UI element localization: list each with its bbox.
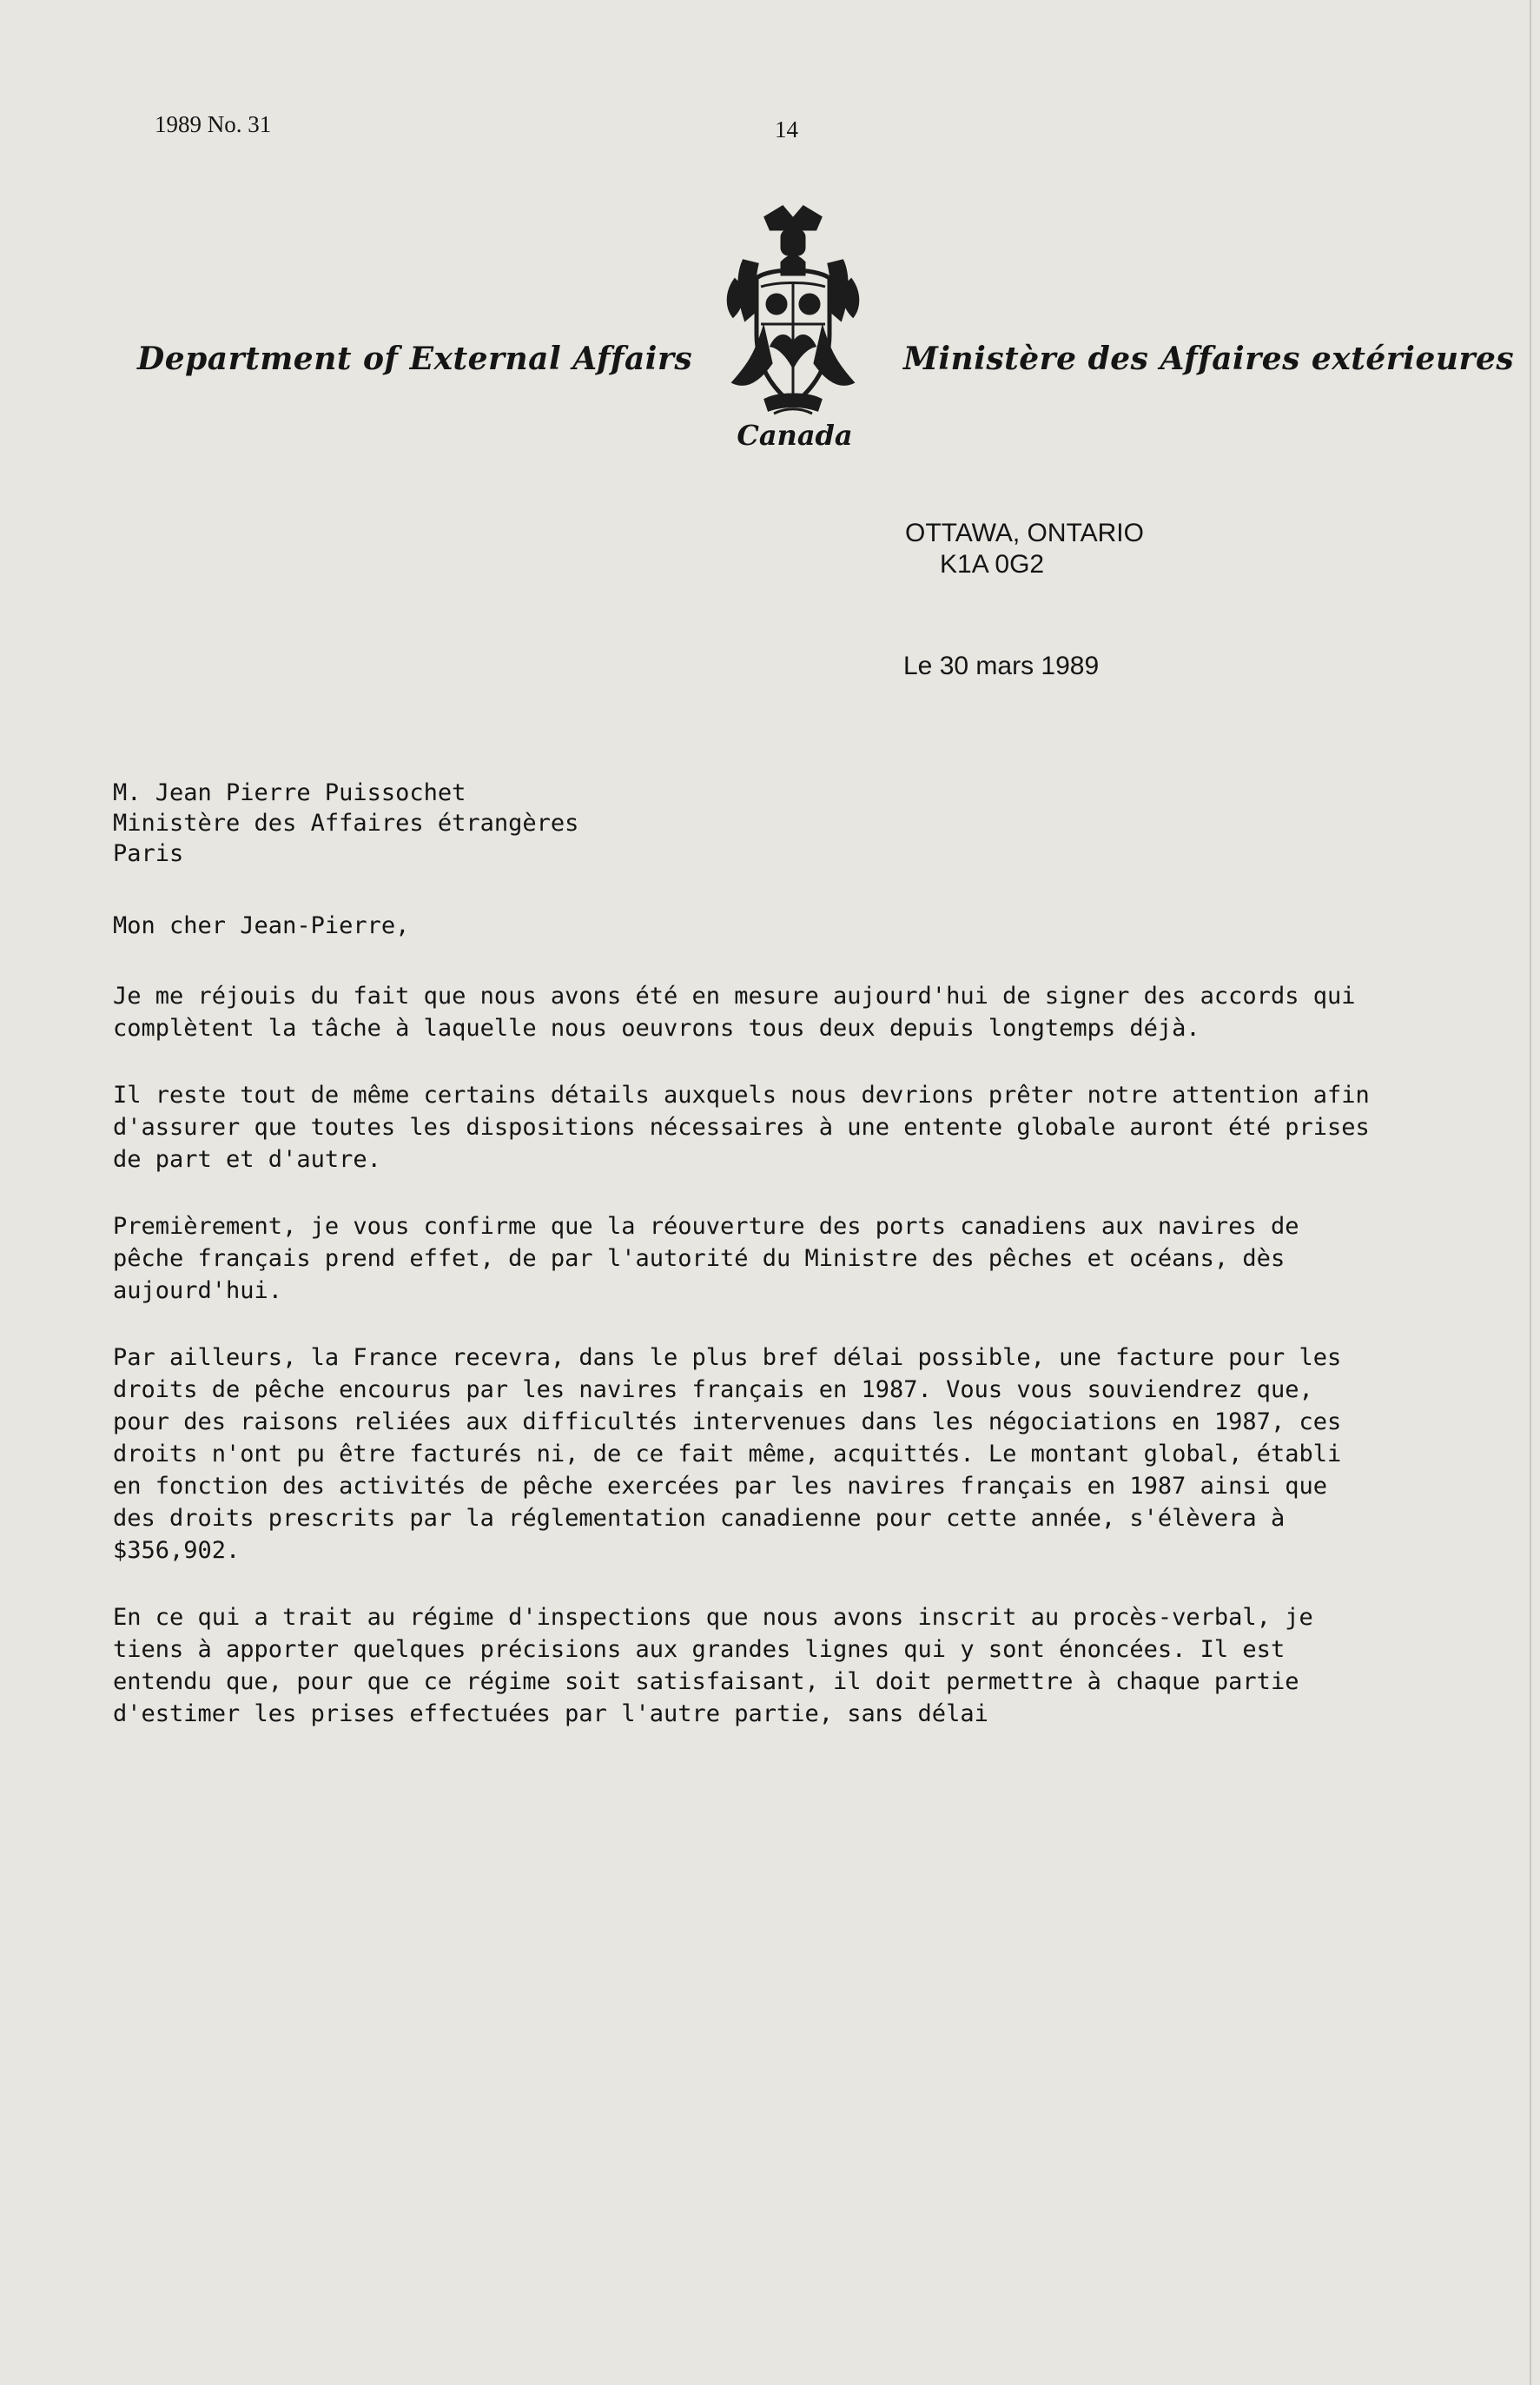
- department-french-name: Ministère des Affaires extérieures: [903, 341, 1515, 377]
- canada-wordmark: Canada: [737, 419, 853, 452]
- recipient-block: [113, 778, 578, 869]
- department-english-name: Department of External Affairs: [137, 341, 693, 377]
- letter-date: Le 30 mars 1989: [903, 652, 1100, 680]
- recipient-name: M. Jean Pierre Puissochet: [113, 779, 466, 806]
- address-city-line: OTTAWA, ONTARIO: [905, 519, 1144, 547]
- paragraph-5: En ce qui a trait au régime d'inspections que nous avons inscrit au procès-verbal, je tiens à apporter quelques précisions aux grandes lignes qui y sont énoncées. Il est entendu que, pour que ce régime soit satisfaisant, il doit permettre à chaque partie d'estimer les prises effectuées par l'autre partie, sans délai: [113, 1604, 1313, 1727]
- letterhead: [0, 191, 1540, 487]
- recipient-ministry: Ministère des Affaires étrangères: [113, 810, 579, 837]
- paragraph-4: Par ailleurs, la France recevra, dans le plus bref délai possible, une facture pour les droits de pêche encourus par les navires français en 1987. Vous vous souviendrez que, pour des raisons reliées aux difficultés intervenues dans les négociations en 1987, ces droits n'ont pu être facturés ni, de ce fait même, acquittés. Le montant global, établi en fonction des activités de pêche exercées par les navires français en 1987 ainsi que des droits prescrits par la réglementation canadienne pour cette année, s'élèvera à $356,902.: [113, 1344, 1342, 1564]
- sender-address: [905, 518, 1144, 580]
- document-number: 1989 No. 31: [155, 111, 272, 137]
- recipient-city: Paris: [113, 840, 184, 867]
- address-postal-line: K1A 0G2: [940, 550, 1045, 579]
- coat-of-arms-icon: [711, 198, 876, 424]
- paragraph-1: Je me réjouis du fait que nous avons été en mesure aujourd'hui de signer des accords qui complètent la tâche à laquelle nous oeuvrons tous deux depuis longtemps déjà.: [113, 983, 1356, 1042]
- salutation: Mon cher Jean-Pierre,: [113, 912, 410, 939]
- page-number: 14: [775, 116, 798, 142]
- paragraph-3: Premièrement, je vous confirme que la réouverture des ports canadiens aux navires de pêche français prend effet, de par l'autorité du Ministre des pêches et océans, dès aujourd'hui.: [113, 1213, 1299, 1304]
- paragraph-2: Il reste tout de même certains détails auxquels nous devrions prêter notre attention afin d'assurer que toutes les dispositions nécessaires à une entente globale auront été prises de part et d'autre.: [113, 1082, 1370, 1173]
- letter-body: [113, 980, 1372, 1765]
